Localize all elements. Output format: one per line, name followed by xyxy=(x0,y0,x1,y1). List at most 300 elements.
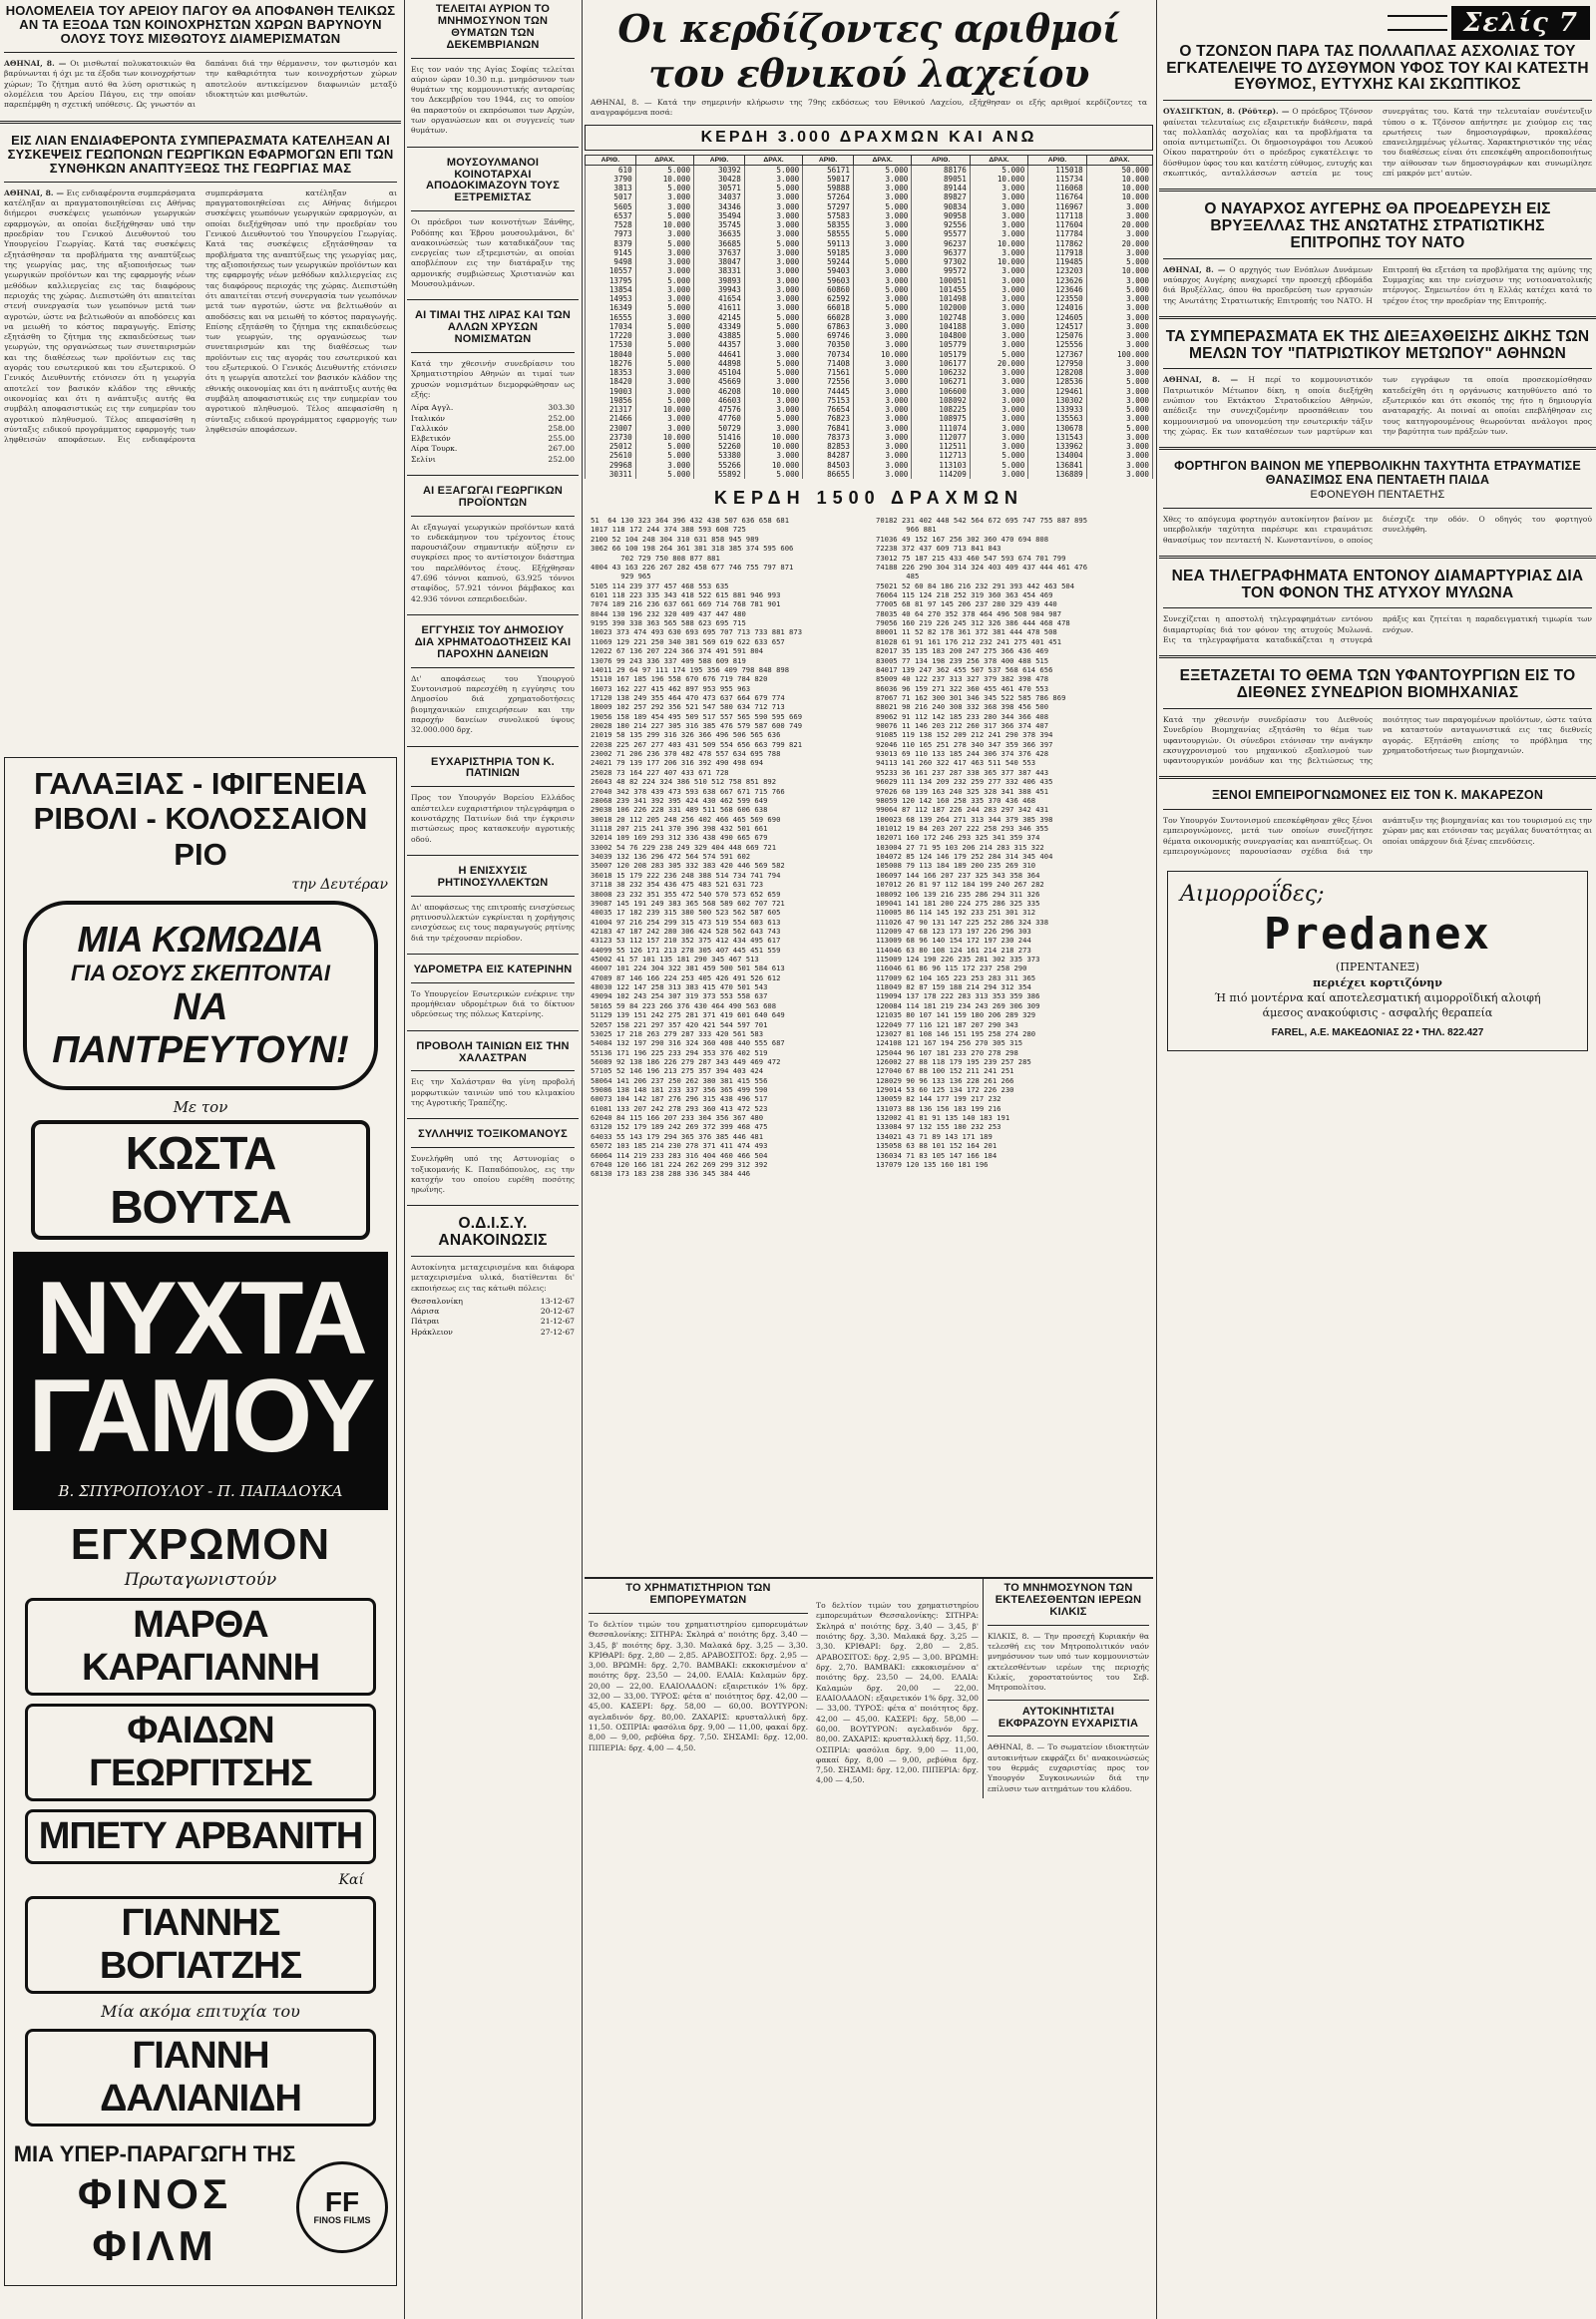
headline: ΞΕΝΟΙ ΕΜΠΕΙΡΟΓΝΩΜΟΝΕΣ ΕΙΣ ΤΟΝ Κ. ΜΑΚΑΡΕΖΟΝ xyxy=(1211,788,1544,803)
table-cell: 3.000 xyxy=(970,266,1027,275)
table-cell: 52260 xyxy=(694,442,745,451)
number-line: 81028 61 91 161 176 212 232 241 275 401 451 xyxy=(876,636,1062,646)
number-line: 31118 207 215 241 370 396 398 432 501 661 xyxy=(591,823,768,833)
table-cell: 133962 xyxy=(1028,442,1086,451)
auction-list xyxy=(411,1297,575,1338)
table-cell: 3.000 xyxy=(744,229,802,238)
table-row xyxy=(586,405,1153,414)
lottery-intro: ΑΘΗΝΑΙ, 8. — Κατά την σημερινήν κλήρωσιν της 79ης εκδόσεως του Εθνικού Λαχείου, εξήχθησαν οι εξής αριθμοί κερδίζοντες τα αναγραφόμενα ποσά: xyxy=(591,98,1147,118)
table-cell: 3.000 xyxy=(970,470,1027,479)
headline: ΕΓΓΥΗΣΙΣ ΤΟΥ ΔΗΜΟΣΙΟΥ ΔΙΑ ΧΡΗΜΑΤΟΔΟΤΗΣΕΙΣ ΚΑΙ ΠΑΡΟΧΗΝ ΔΑΝΕΙΩΝ xyxy=(414,624,572,660)
table-cell: 3.000 xyxy=(1086,322,1152,331)
table-row xyxy=(586,313,1153,322)
table-header: ΑΡΙΘ. xyxy=(803,155,854,165)
headline: Ο ΤΖΟΝΣΟΝ ΠΑΡΑ ΤΑΣ ΠΟΛΛΑΠΛΑΣ ΑΣΧΟΛΙΑΣ ΤΟΥ ΕΓΚΑΤΕΛΕΙΨΕ ΤΟ ΔΥΣΘΥΜΟΝ ΥΦΟΣ ΤΟΥ ΚΑΙ ΚΑΤΕΣΤΗ ΕΥΘΥΜΟΣ, ΕΥΤΥΧΗΣ ΚΑΙ ΣΚΩΠΤΙΚΟΣ xyxy=(1166,43,1589,94)
headline: ΤΑ ΣΥΜΠΕΡΑΣΜΑΤΑ ΕΚ ΤΗΣ ΔΙΕΞΑΧΘΕΙΣΗΣ ΔΙΚΗΣ ΤΩΝ ΜΕΛΩΝ ΤΟΥ "ΠΑΤΡΙΩΤΙΚΟΥ ΜΕΤΩΠΟΥ" ΑΘΗΝΩΝ xyxy=(1165,327,1590,362)
number-line: 21019 58 135 299 316 326 366 496 506 565 636 xyxy=(591,730,781,740)
number-line: 96029 111 134 209 232 259 277 332 406 435 xyxy=(876,777,1053,787)
column-right xyxy=(1159,0,1596,2319)
headline: ΤΟ ΜΝΗΜΟΣΥΝΟΝ ΤΩΝ ΕΚΤΕΛΕΣΘΕΝΤΩΝ ΙΕΡΕΩΝ ΚΙΛΚΙΣ xyxy=(995,1582,1142,1618)
table-cell: 3.000 xyxy=(853,184,911,193)
table-header: ΔΡΑΧ. xyxy=(744,155,802,165)
table-cell: 3.000 xyxy=(970,396,1027,405)
table-cell: 117918 xyxy=(1028,248,1086,257)
number-line: 2100 52 104 248 304 310 631 858 945 989 xyxy=(591,534,759,544)
auction-date: 20-12-67 xyxy=(540,1307,575,1317)
column-lottery xyxy=(585,0,1153,2319)
table-cell: 3.000 xyxy=(853,340,911,349)
table-cell: 37637 xyxy=(694,248,745,257)
brief xyxy=(407,862,579,948)
number-line: 72238 372 437 609 713 841 843 xyxy=(876,544,1001,554)
table-cell: 100051 xyxy=(912,276,970,285)
hit-label: Μία ακόμα επιτυχία του xyxy=(101,2002,300,2022)
story-trial xyxy=(1159,325,1596,441)
rate-row xyxy=(411,414,575,424)
table-cell: 41654 xyxy=(694,294,745,303)
table-cell: 45669 xyxy=(694,377,745,386)
article-body: ΑΘΗΝΑΙ, 8. — Το σωματείον ιδιοκτητών αυτοκινήτων εκφράζει δι' ανακοινώσεώς του θερμάς ευχαριστίας προς τον Υπουργόν Συγκοινωνιών διά την επίλυσιν των αιτημάτων του κλάδου. xyxy=(988,1742,1149,1793)
table-cell: 10.000 xyxy=(635,433,693,442)
table-cell: 5.000 xyxy=(744,239,802,248)
table-cell: 106600 xyxy=(912,387,970,396)
table-cell: 116764 xyxy=(1028,193,1086,201)
article-body: Εις την Χαλάστραν θα γίνη προβολή μορφωτικών ταινιών υπό του κλιμακίου της Αγροτικής Τραπέζης. xyxy=(411,1077,575,1107)
table-cell: 3.000 xyxy=(853,377,911,386)
number-line: 133084 97 132 155 180 232 253 xyxy=(876,1122,1001,1132)
number-line: 14011 29 64 97 111 174 195 356 409 798 848 898 xyxy=(591,664,790,674)
table-cell: 18040 xyxy=(586,350,636,359)
headline: ΣΥΛΛΗΨΙΣ ΤΟΞΙΚΟΜΑΝΟΥΣ xyxy=(418,1128,568,1141)
table-cell: 3.000 xyxy=(853,359,911,368)
number-line: 73012 75 187 215 433 460 547 593 674 701 799 xyxy=(876,553,1066,563)
number-line: 84017 139 247 362 455 507 537 568 614 656 xyxy=(876,664,1053,674)
table-cell: 34346 xyxy=(694,202,745,211)
table-cell: 10.000 xyxy=(1086,266,1152,275)
number-line: 78035 40 64 270 352 378 464 496 508 984 987 xyxy=(876,608,1062,618)
lottery-title: Οι κερδίζοντες αριθμοί του εθνικού λαχείου xyxy=(617,6,1120,96)
rate-value: 258.00 xyxy=(548,423,575,433)
table-cell: 3.000 xyxy=(635,377,693,386)
table-cell: 130678 xyxy=(1028,424,1086,433)
ad-handwritten-heading: Αιμορροΐδες; xyxy=(1180,882,1325,908)
table-cell: 134004 xyxy=(1028,451,1086,460)
number-line: 95233 36 161 237 287 338 365 377 387 443 xyxy=(876,767,1049,777)
cinema-advertisement xyxy=(4,757,397,2286)
table-cell: 3.000 xyxy=(635,266,693,275)
number-line: 5105 114 239 377 457 468 553 635 xyxy=(591,580,729,590)
number-line: 131073 88 136 156 183 199 216 xyxy=(876,1103,1001,1113)
table-cell: 3.000 xyxy=(1086,396,1152,405)
table-cell: 3.000 xyxy=(970,220,1027,229)
number-line: 99064 87 112 187 226 244 283 297 342 431 xyxy=(876,805,1049,815)
lead-actor: ΚΩΣΤΑ ΒΟΥΤΣΑ xyxy=(31,1120,370,1240)
table-cell: 123626 xyxy=(1028,276,1086,285)
table-cell: 5.000 xyxy=(635,276,693,285)
table-cell: 5.000 xyxy=(635,184,693,193)
actor-name: ΜΠΕΤΥ ΑΡΒΑΝΙΤΗ xyxy=(25,1809,376,1864)
number-line: 16073 162 227 415 462 897 953 955 963 xyxy=(591,683,751,693)
table-cell: 104800 xyxy=(912,331,970,340)
table-cell: 119485 xyxy=(1028,257,1086,266)
ad-footer: FAREL, Α.Ε. ΜΑΚΕΔΟΝΙΑΣ 22 • ΤΗΛ. 822.427 xyxy=(1271,1026,1484,1038)
table-row xyxy=(586,248,1153,257)
number-line: 62040 84 115 166 207 233 304 356 367 480 xyxy=(591,1113,764,1123)
table-cell: 3.000 xyxy=(635,461,693,470)
table-cell: 108092 xyxy=(912,396,970,405)
article-body: Προς τον Υπουργόν Βορείου Ελλάδος απέστειλεν ευχαριστήριον τηλεγράφημα ο κοινοτάρχης Πατινίων διά την έγκρισιν πιστώσεως προς κατασκευήν αγροτικής οδού. xyxy=(411,793,575,844)
rate-value: 303.30 xyxy=(548,403,575,413)
number-line: 25028 73 164 227 407 433 671 728 xyxy=(591,767,729,777)
table-cell: 125076 xyxy=(1028,331,1086,340)
number-line: 13076 99 243 336 337 409 588 609 819 xyxy=(591,655,746,665)
table-cell: 3.000 xyxy=(635,331,693,340)
table-cell: 3.000 xyxy=(970,322,1027,331)
number-line: 40035 17 182 239 315 380 500 523 562 587 605 xyxy=(591,908,781,918)
table-cell: 70734 xyxy=(803,350,854,359)
table-row xyxy=(586,211,1153,220)
table-cell: 74445 xyxy=(803,387,854,396)
table-cell: 76654 xyxy=(803,405,854,414)
table-cell: 66028 xyxy=(803,313,854,322)
table-cell: 115018 xyxy=(1028,165,1086,175)
number-line: 47089 87 146 166 224 253 405 426 491 526 612 xyxy=(591,972,781,982)
table-cell: 114209 xyxy=(912,470,970,479)
table-cell: 111074 xyxy=(912,424,970,433)
table-cell: 3.000 xyxy=(1086,313,1152,322)
table-cell: 3.000 xyxy=(853,442,911,451)
table-cell: 5.000 xyxy=(1086,377,1152,386)
table-cell: 5.000 xyxy=(970,165,1027,175)
table-cell: 44898 xyxy=(694,359,745,368)
table-cell: 3.000 xyxy=(744,220,802,229)
table-cell: 17530 xyxy=(586,340,636,349)
table-cell: 97302 xyxy=(912,257,970,266)
composer-name: ΓΙΑΝΝΗ ΔΑΛΙΑΝΙΔΗ xyxy=(25,2029,376,2126)
article-body: Οι πρόεδροι των κοινοτήτων Ξάνθης, Ροδόπης και Έβρου μουσουλμάνοι, δι' ανακοινώσεώς των καταδικάζουν τας ενεργείας των εξτρεμιστών, αι οποίαι αποβλέπουν εις την διατάραξιν της αρμονικής συμβιώσεως Χριστιανών και Μουσουλμάνων. xyxy=(411,217,575,289)
table-cell: 3.000 xyxy=(635,202,693,211)
number-line: 52057 158 221 297 357 420 421 544 597 701 xyxy=(591,1019,768,1029)
table-cell: 3.000 xyxy=(970,202,1027,211)
table-cell: 76823 xyxy=(803,414,854,423)
table-cell: 55892 xyxy=(694,470,745,479)
table-header: ΑΡΙΘ. xyxy=(1028,155,1086,165)
table-cell: 3.000 xyxy=(635,229,693,238)
table-cell: 3.000 xyxy=(970,303,1027,312)
table-cell: 3.000 xyxy=(853,220,911,229)
number-line: 102071 160 172 246 293 325 341 359 374 xyxy=(876,833,1040,843)
rate-row xyxy=(411,424,575,434)
headline: ΤΕΛΕΙΤΑΙ ΑΥΡΙΟΝ ΤΟ ΜΝΗΜΟΣΥΝΟΝ ΤΩΝ ΘΥΜΑΤΩΝ ΤΩΝ ΔΕΚΕΜΒΡΙΑΝΩΝ xyxy=(435,3,551,51)
production-label: ΜΙΑ ΥΠΕΡ-ΠΑΡΑΓΩΓΗ ΤΗΣ ΦΙΝΟΣ ΦΙΛΜ xyxy=(13,2141,296,2270)
table-cell: 3.000 xyxy=(970,294,1027,303)
table-cell: 116068 xyxy=(1028,184,1086,193)
table-header: ΔΡΑΧ. xyxy=(1086,155,1152,165)
number-line: 64033 55 143 179 294 365 376 385 446 481 xyxy=(591,1131,764,1141)
table-cell: 5.000 xyxy=(635,451,693,460)
table-cell: 10.000 xyxy=(1086,193,1152,201)
article-body: Το Υπουργείον Εσωτερικών ενέκρινε την προμήθειαν υδρομέτρων διά το δίκτυον υδρεύσεως της πόλεως Κατερίνης. xyxy=(411,988,575,1019)
table-cell: 18420 xyxy=(586,377,636,386)
number-line: 106097 144 166 207 237 325 343 358 364 xyxy=(876,870,1040,880)
table-cell: 3.000 xyxy=(970,193,1027,201)
number-line: 702 729 750 808 877 881 xyxy=(591,553,720,563)
number-line: 128029 90 96 133 136 228 261 266 xyxy=(876,1075,1014,1085)
table-cell: 3.000 xyxy=(970,313,1027,322)
table-cell: 20.000 xyxy=(970,359,1027,368)
table-header: ΑΡΙΘ. xyxy=(694,155,745,165)
number-line: 71036 49 152 167 256 302 360 470 694 808 xyxy=(876,534,1049,544)
table-cell: 3790 xyxy=(586,175,636,184)
table-cell: 3.000 xyxy=(970,405,1027,414)
rate-label: Λίρα Τουρκ. xyxy=(411,444,458,454)
table-cell: 23730 xyxy=(586,433,636,442)
table-cell: 3.000 xyxy=(744,248,802,257)
table-cell: 5.000 xyxy=(744,470,802,479)
auction-row xyxy=(411,1317,575,1327)
table-header: ΔΡΑΧ. xyxy=(853,155,911,165)
headline: Ο ΝΑΥΑΡΧΟΣ ΑΥΓΕΡΗΣ ΘΑ ΠΡΟΕΔΡΕΥΣΗ ΕΙΣ ΒΡΥΞΕΛΛΑΣ ΤΗΣ ΑΝΩΤΑΤΗΣ ΣΤΡΑΤΙΩΤΙΚΗΣ ΕΠΙΤΡΟΠΗΣ ΤΟΥ ΝΑΤΟ xyxy=(1204,200,1551,251)
brief xyxy=(407,0,579,141)
table-cell: 124016 xyxy=(1028,303,1086,312)
table-cell: 13854 xyxy=(586,285,636,294)
table-row xyxy=(586,239,1153,248)
table-cell: 3.000 xyxy=(853,211,911,220)
table-cell: 44641 xyxy=(694,350,745,359)
table-cell: 5.000 xyxy=(635,359,693,368)
number-line: 110005 86 114 145 192 233 251 301 312 xyxy=(876,908,1036,918)
number-line: 104072 85 124 146 179 252 284 314 345 404 xyxy=(876,852,1053,862)
table-cell: 47576 xyxy=(694,405,745,414)
table-header: ΔΡΑΧ. xyxy=(635,155,693,165)
number-line: 117009 62 104 165 223 253 283 311 365 xyxy=(876,972,1036,982)
table-cell: 3.000 xyxy=(744,451,802,460)
column-left xyxy=(0,0,401,2319)
table-cell: 3.000 xyxy=(744,424,802,433)
table-cell: 610 xyxy=(586,165,636,175)
table-row xyxy=(586,368,1153,377)
table-cell: 99572 xyxy=(912,266,970,275)
table-row xyxy=(586,414,1153,423)
number-line: 82017 35 135 183 200 247 275 366 436 469 xyxy=(876,646,1049,656)
number-line: 89062 91 112 142 185 233 280 344 366 408 xyxy=(876,711,1049,721)
number-line: 33002 54 76 229 238 249 329 404 448 669 721 xyxy=(591,842,777,852)
table-row xyxy=(586,257,1153,266)
number-line: 124108 121 167 194 256 270 305 315 xyxy=(876,1038,1023,1048)
table-cell: 3.000 xyxy=(853,294,911,303)
number-line: 92046 110 165 251 278 340 347 359 366 397 xyxy=(876,739,1053,749)
table-cell: 3.000 xyxy=(970,442,1027,451)
table-row xyxy=(586,331,1153,340)
brief xyxy=(407,753,579,849)
table-cell: 5.000 xyxy=(1086,405,1152,414)
predanex-advertisement xyxy=(1167,871,1588,1051)
table-row xyxy=(586,461,1153,470)
table-cell: 36685 xyxy=(694,239,745,248)
table-cell: 3.000 xyxy=(853,470,911,479)
table-cell: 3.000 xyxy=(1086,461,1152,470)
table-cell: 53380 xyxy=(694,451,745,460)
number-line: 100023 68 139 264 271 313 344 379 385 398 xyxy=(876,814,1053,824)
number-line: 18009 102 257 292 356 521 547 580 634 712 713 xyxy=(591,702,785,712)
table-cell: 25012 xyxy=(586,442,636,451)
color-label: ΕΓΧΡΩΜΟΝ xyxy=(70,1520,331,1570)
number-line: 112009 47 68 123 173 197 226 296 303 xyxy=(876,926,1031,936)
table-cell: 125556 xyxy=(1028,340,1086,349)
table-row xyxy=(586,202,1153,211)
story-geoponoi xyxy=(0,130,401,751)
table-cell: 101498 xyxy=(912,294,970,303)
auction-row xyxy=(411,1297,575,1307)
headline: ΑΥΤΟΚΙΝΗΤΙΣΤΑΙ ΕΚΦΡΑΖΟΥΝ ΕΥΧΑΡΙΣΤΙΑ xyxy=(998,1705,1139,1730)
table-cell: 112713 xyxy=(912,451,970,460)
table-cell: 59403 xyxy=(803,266,854,275)
number-line: 129014 53 60 125 134 172 226 230 xyxy=(876,1085,1014,1095)
auction-date: 21-12-67 xyxy=(540,1317,575,1327)
page-number: Σελίς 7 xyxy=(1451,6,1590,40)
table-cell: 59888 xyxy=(803,184,854,193)
auction-city: Πάτραι xyxy=(411,1317,440,1327)
table-cell: 57264 xyxy=(803,193,854,201)
table-cell: 5.000 xyxy=(970,461,1027,470)
table-cell: 5.000 xyxy=(1086,424,1152,433)
table-row xyxy=(586,165,1153,175)
table-cell: 89827 xyxy=(912,193,970,201)
table-cell: 96377 xyxy=(912,248,970,257)
article-body: Δι' αποφάσεως του Υπουργού Συντονισμού παρεσχέθη η εγγύησις του Δημοσίου διά χρηματοδοτήσεις βιομηχανικών επιχειρήσεων και την παροχήν δανείων συνολικού ύψους 32.000.000 δρχ. xyxy=(411,673,575,735)
table-cell: 90958 xyxy=(912,211,970,220)
number-line: 26043 48 82 224 324 386 510 512 758 851 892 xyxy=(591,777,777,787)
table-cell: 3.000 xyxy=(970,331,1027,340)
table-cell: 10.000 xyxy=(744,433,802,442)
number-line: 27040 342 378 439 473 593 638 667 671 715 766 xyxy=(591,786,785,796)
table-cell: 3.000 xyxy=(853,461,911,470)
ad-line: Ή πιό μοντέρνα καί αποτελεσματική αιμορροϊδική αλοιφή xyxy=(1214,990,1541,1004)
table-cell: 50.000 xyxy=(1086,165,1152,175)
table-cell: 25610 xyxy=(586,451,636,460)
table-cell: 90834 xyxy=(912,202,970,211)
table-cell: 69746 xyxy=(803,331,854,340)
table-cell: 21466 xyxy=(586,414,636,423)
table-cell: 3.000 xyxy=(744,202,802,211)
article-body: Το δελτίον τιμών του χρηματιστηρίου εμπορευμάτων Θεσσαλονίκης: ΣΙΤΗΡΑ: Σκληρά α' ποιότης δρχ. 3,40 — 3,45, β' ποιότης δρχ. 3,30. Μαλακά δρχ. 3,25 — 3,30. ΚΡΙΘΑΡΙ: δρχ. 2,80 — 2,85. ΑΡΑΒΟΣΙΤΟΣ: δρχ. 2,95 — 3,00. ΒΡΩΜΗ: δρχ. 2,70. ΒΑΜΒΑΚΙ: εκκοκισμένον α' ποιότης δρχ. 23,50 — 24,00. ΕΛΑΙΑ: Καλαμών δρχ. 20,00 — 22,00. ΕΛΑΙΟΛΑΔΟΝ: εξαιρετικόν 1% δρχ. 32,00 — 33,00. ΤΥΡΟΣ: φέτα α' ποιότητος δρχ. 42,00 — 45,00. ΚΑΣΕΡΙ: δρχ. 58,00 — 60,00. ΒΟΥΤΥΡΟΝ: αγελαδινόν δρχ. 80,00. ΖΑΧΑΡΙΣ: κρυσταλλική δρχ. 11,50. ΟΣΠΡΙΑ: φασόλια δρχ. 9,00 — 11,00, φακαί δρχ. 8,00 — 9,00, ρεβύθια δρχ. 7,50. ΣΗΣΑΜΙ: δρχ. 12,00. ΠΙΠΕΡΙΑ: δρχ. 4,00 — 4,50. xyxy=(589,1619,808,1752)
story-textiles xyxy=(1159,664,1596,770)
table-cell: 35745 xyxy=(694,220,745,229)
number-line: 8044 130 196 232 320 409 437 447 480 xyxy=(591,608,746,618)
table-cell: 3.000 xyxy=(1086,359,1152,368)
number-line: 12022 67 136 207 224 366 374 491 591 804 xyxy=(591,646,764,656)
table-cell: 16555 xyxy=(586,313,636,322)
table-cell: 47760 xyxy=(694,414,745,423)
table-cell: 131543 xyxy=(1028,433,1086,442)
article-body: Συνεχίζεται η αποστολή τηλεγραφημάτων εντόνου διαμαρτυρίας διά τον φόνον της ατυχούς Μυλωνά. Εις τα τηλεγραφήματα καταδικάζεται η στυγερά πράξις και ζητείται η παραδειγματική τιμωρία των ενόχων. xyxy=(1163,614,1592,645)
number-line: 98059 120 142 160 258 335 370 436 468 xyxy=(876,795,1036,805)
table-cell: 3.000 xyxy=(970,433,1027,442)
number-line: 54084 132 197 290 316 324 360 408 440 555 687 xyxy=(591,1038,785,1048)
table-cell: 55266 xyxy=(694,461,745,470)
table-cell: 18353 xyxy=(586,368,636,377)
page-masthead xyxy=(1159,0,1596,40)
table-cell: 3.000 xyxy=(1086,414,1152,423)
table-cell: 108975 xyxy=(912,414,970,423)
table-cell: 30311 xyxy=(586,470,636,479)
number-line: 966 881 xyxy=(876,525,937,535)
number-line: 22038 225 267 277 403 431 509 554 656 663 799 821 xyxy=(591,739,803,749)
table-cell: 5.000 xyxy=(853,202,911,211)
brief xyxy=(407,154,579,294)
film-directors: Β. ΣΠΥΡΟΠΟΥΛΟΥ - Π. ΠΑΠΑΔΟΥΚΑ xyxy=(13,1478,388,1510)
table-cell: 3.000 xyxy=(853,313,911,322)
headline: ΕΙΣ ΛΙΑΝ ΕΝΔΙΑΦΕΡΟΝΤΑ ΣΥΜΠΕΡΑΣΜΑΤΑ ΚΑΤΕΛΗΞΑΝ ΑΙ ΣΥΣΚΕΨΕΙΣ ΓΕΩΠΟΝΩΝ ΓΕΩΡΓΙΚΩΝ ΕΦΑΡΜΟΓΩΝ ΕΠΙ ΤΩΝ ΣΥΝΘΗΚΩΝ ΑΝΑΠΤΥΞΕΩΣ ΤΗΣ ΓΕΩΡΓΙΑΣ ΜΑΣ xyxy=(7,132,394,176)
rate-label: Ιταλικόν xyxy=(411,413,446,423)
brief-gold-rates xyxy=(407,306,579,468)
table-cell: 135563 xyxy=(1028,414,1086,423)
table-row xyxy=(586,396,1153,405)
number-line: 1017 118 172 244 374 388 593 608 725 xyxy=(591,525,746,535)
table-cell: 3.000 xyxy=(970,276,1027,285)
table-cell: 57297 xyxy=(803,202,854,211)
table-cell: 5.000 xyxy=(744,331,802,340)
table-cell: 106177 xyxy=(912,359,970,368)
number-line: 28068 239 341 392 395 424 430 462 599 649 xyxy=(591,795,768,805)
cinemas-list: ΓΑΛΑΞΙΑΣ - ΙΦΙΓΕΝΕΙΑ ΡΙΒΟΛΙ - ΚΟΛΟΣΣΑΙΟΝ ΡΙΟ xyxy=(33,765,368,873)
table-cell: 3.000 xyxy=(853,276,911,285)
table-cell: 34037 xyxy=(694,193,745,201)
number-line: 120084 114 181 219 234 243 269 306 309 xyxy=(876,1000,1040,1010)
table-cell: 89144 xyxy=(912,184,970,193)
number-line: 115009 124 190 226 235 281 302 335 373 xyxy=(876,955,1040,965)
number-line: 74188 226 290 304 314 324 403 409 437 444 461 476 xyxy=(876,562,1088,572)
table-row xyxy=(586,359,1153,368)
number-line: 38008 23 232 351 355 472 540 570 573 652 659 xyxy=(591,889,781,899)
table-cell: 92556 xyxy=(912,220,970,229)
table-row xyxy=(586,266,1153,275)
table-row xyxy=(586,442,1153,451)
table-row xyxy=(586,276,1153,285)
table-cell: 3.000 xyxy=(970,368,1027,377)
table-cell: 43885 xyxy=(694,331,745,340)
table-cell: 5.000 xyxy=(635,396,693,405)
table-cell: 5.000 xyxy=(635,470,693,479)
table-cell: 10557 xyxy=(586,266,636,275)
table-cell: 88176 xyxy=(912,165,970,175)
number-line: 43123 53 112 157 210 352 375 412 434 495 617 xyxy=(591,936,781,946)
number-line: 56089 92 138 186 226 279 287 343 449 469 472 xyxy=(591,1056,781,1066)
number-line: 105008 79 113 184 189 200 235 269 310 xyxy=(876,861,1036,871)
table-cell: 3.000 xyxy=(1086,294,1152,303)
table-cell: 71561 xyxy=(803,368,854,377)
headline: ΝΕΑ ΤΗΛΕΓΡΑΦΗΜΑΤΑ ΕΝΤΟΝΟΥ ΔΙΑΜΑΡΤΥΡΙΑΣ ΔΙΑ ΤΟΝ ΦΟΝΟΝ ΤΗΣ ΑΤΥΧΟΥ ΜΥΛΩΝΑ xyxy=(1171,568,1584,601)
table-cell: 133933 xyxy=(1028,405,1086,414)
table-cell: 5.000 xyxy=(853,285,911,294)
actor-name: ΦΑΙΔΩΝ ΓΕΩΡΓΙΤΣΗΣ xyxy=(25,1704,376,1801)
number-line: 15110 167 185 196 558 670 676 719 784 820 xyxy=(591,674,768,684)
number-line: 125044 96 107 181 233 270 278 298 xyxy=(876,1047,1018,1057)
table-cell: 5.000 xyxy=(853,165,911,175)
number-line: 135058 63 88 101 152 164 201 xyxy=(876,1141,998,1151)
number-line: 50165 59 84 223 266 376 430 464 490 563 608 xyxy=(591,1000,777,1010)
big-prize-heading: ΚΕΡΔΗ 3.000 ΔΡΑΧΜΩΝ ΚΑΙ ΑΝΩ xyxy=(585,125,1153,151)
article-body: Χθες το απόγευμα φορτηγόν αυτοκίνητον βαίνον με υπερβολικήν ταχύτητα παρέσυρε και ετραυμάτισε θανασίμως τον πενταετή Ν. Κωνσταντίνου, ο οποίος διέσχιζε την οδόν. Ο οδηγός του φορτηγού συνελήφθη. xyxy=(1163,515,1592,545)
article-body: Κατά την χθεσινήν συνεδρίασιν του Χρηματιστηρίου Αθηνών αι τιμαί των χρυσών νομισμάτων διεμορφώθησαν ως εξής: xyxy=(411,359,575,399)
table-cell: 3.000 xyxy=(635,248,693,257)
headline: Ο.Δ.Ι.Σ.Υ. ΑΝΑΚΟΙΝΩΣΙΣ xyxy=(438,1215,548,1250)
table-cell: 19003 xyxy=(586,387,636,396)
rate-label: Λίρα Αγγλ. xyxy=(411,403,454,413)
headline: ΤΟ ΧΡΗΜΑΤΙΣΤΗΡΙΟΝ ΤΩΝ ΕΜΠΟΡΕΥΜΑΤΩΝ xyxy=(625,1582,771,1606)
table-cell: 3.000 xyxy=(744,276,802,285)
rate-label: Σελίνι xyxy=(411,454,436,464)
